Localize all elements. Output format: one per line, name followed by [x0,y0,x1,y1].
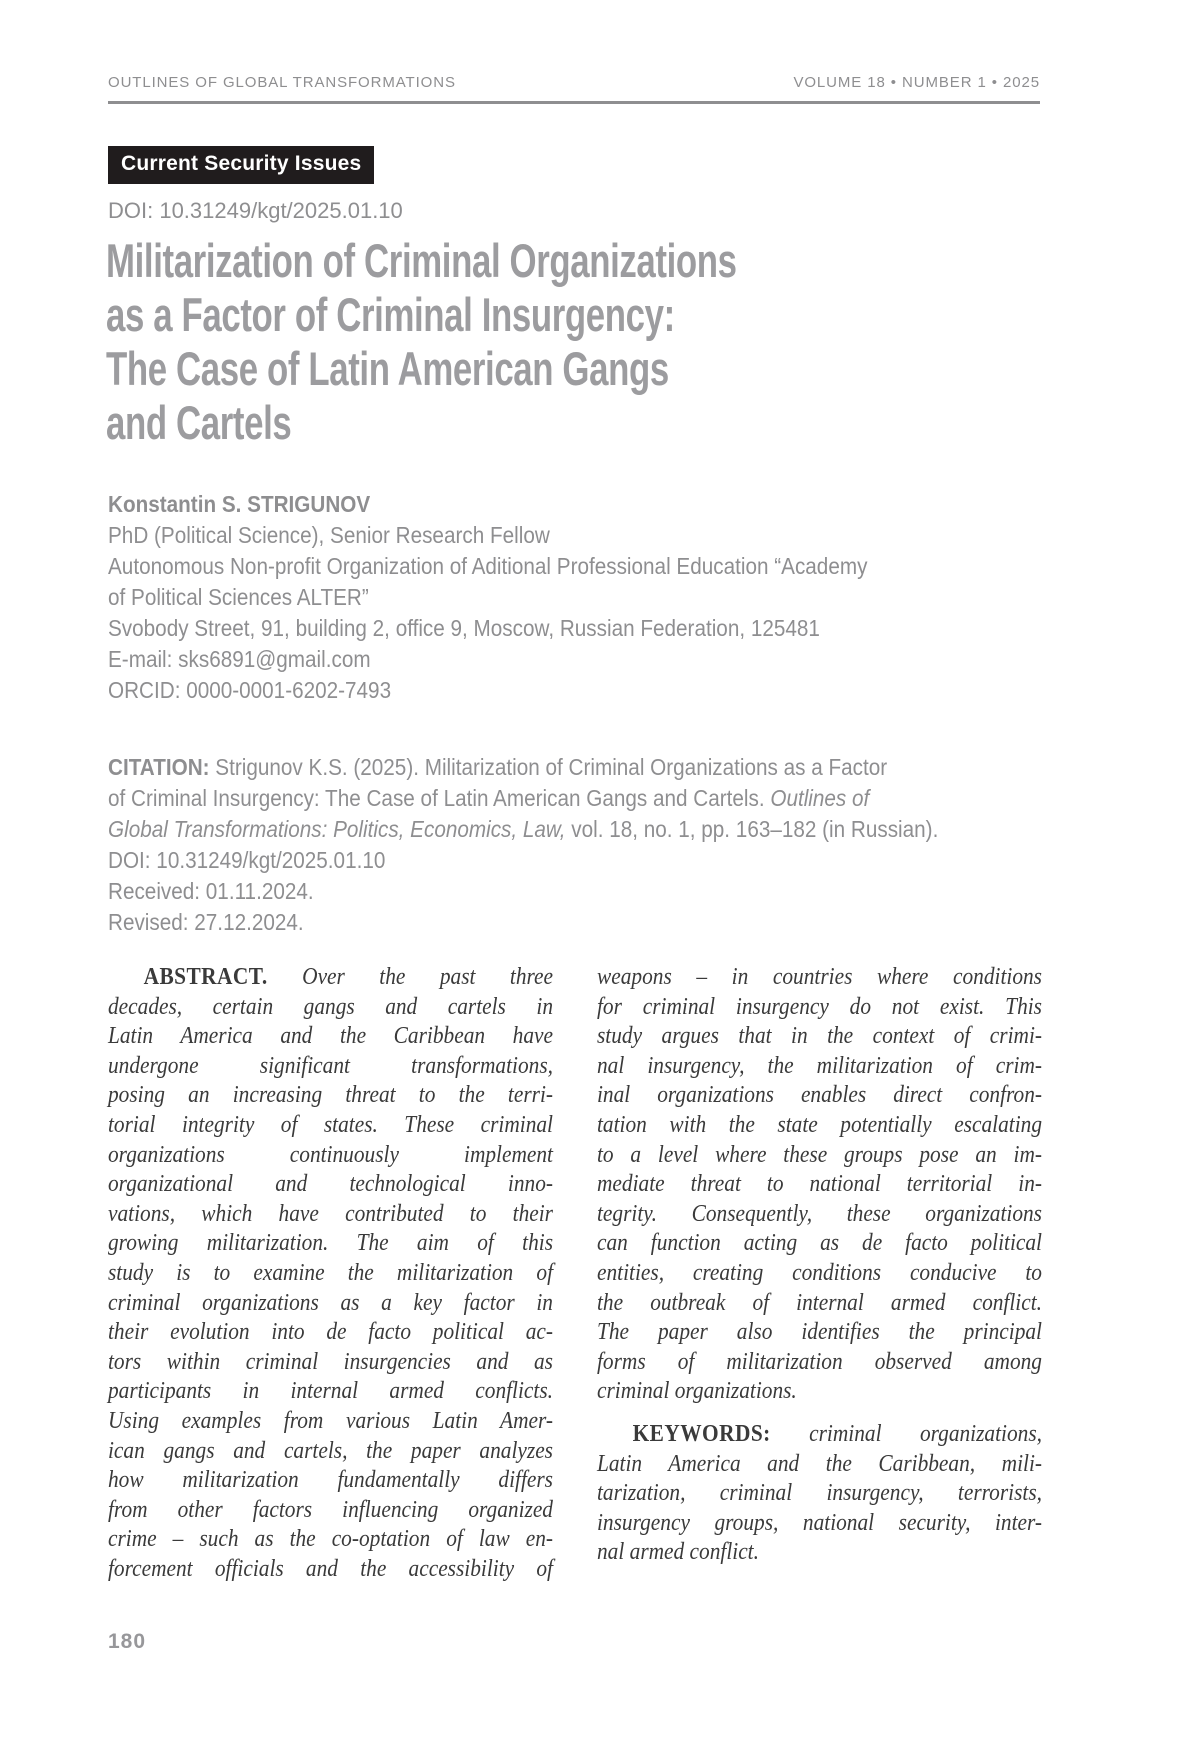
text-line [108,675,1040,706]
header-volume-info: VOLUME 18 • NUMBER 1 • 2025 [793,74,1040,91]
text-segment: ABSTRACT. [143,964,268,990]
text-line [108,783,1040,814]
text-segment: inal organizations enables direct confron- [597,1082,1042,1109]
text-segment: Latin America and the Caribbean, mili- [597,1450,1042,1477]
text-line [597,1289,1042,1319]
text-segment: criminal organizations. [597,1378,797,1405]
text-line [108,1407,553,1437]
text-segment: nal armed conflict. [597,1539,759,1566]
text-segment: mediate threat to national territorial in- [597,1171,1042,1198]
text-segment: tarization, criminal insurgency, terrorists, [597,1480,1042,1507]
text-segment: ORCID: 0000-0001-6202-7493 [108,677,392,703]
text-segment: criminal organizations, [770,1420,1042,1447]
text-line [108,1555,553,1585]
text-line [108,520,1040,551]
text-segment: as a Factor of Criminal Insurgency: [106,288,675,341]
text-segment: Latin America and the Caribbean have [108,1023,553,1050]
text-segment: Over the past three [267,964,553,990]
text-segment: Revised: 27.12.2024. [108,909,304,935]
text-segment: Outlines of [770,785,870,811]
section-badge: Current Security Issues [108,146,374,184]
text-line [108,1170,553,1200]
text-segment: how militarization fundamentally differs [108,1467,553,1494]
text-line [597,1479,1042,1509]
text-line [597,993,1042,1023]
text-segment: study argues that in the context of crimi- [597,1023,1042,1050]
text-line [108,1496,553,1526]
text-segment: Global Transformations: Politics, Economics, Law, [108,816,566,842]
text-segment: tors within criminal insurgencies and as [108,1348,553,1375]
text-segment: undergone significant transformations, [108,1052,553,1079]
text-line [108,907,1040,938]
text-line [108,1525,553,1555]
text-line [108,1466,553,1496]
text-line [108,752,1040,783]
text-line [597,1420,1042,1450]
text-line [108,1200,553,1230]
text-line [108,489,1040,520]
text-segment: The paper also identifies the principal [597,1319,1042,1346]
text-segment: PhD (Political Science), Senior Research Fellow [108,522,550,548]
page-number: 180 [108,1630,147,1653]
text-segment: study is to examine the militarization of [108,1259,553,1286]
author-block [108,489,1040,706]
abstract-column-right [597,963,1042,1568]
text-segment: weapons – in countries where conditions [597,964,1042,990]
text-segment: vol. 18, no. 1, pp. 163–182 (in Russian). [565,816,939,842]
text-segment: Autonomous Non-profit Organization of Aditional Professional Education “Academy [108,553,868,579]
text-segment: Strigunov K.S. (2025). Militarization of Criminal Organizations as a Factor [209,754,888,780]
text-segment: entities, creating conditions conducive to [597,1259,1042,1286]
text-segment: tegrity. Consequently, these organizations [597,1200,1042,1227]
citation-block [108,752,1040,938]
text-line [108,1111,553,1141]
text-segment: ican gangs and cartels, the paper analyzes [108,1437,553,1464]
text-segment: E-mail: sks6891@gmail.com [108,646,371,672]
text-line [106,288,737,342]
text-line [108,613,1040,644]
doi-text: DOI: 10.31249/kgt/2025.01.10 [108,198,403,223]
text-line [108,1318,553,1348]
text-segment: DOI: 10.31249/kgt/2025.01.10 [108,847,386,873]
text-segment: tation with the state potentially escalating [597,1111,1042,1138]
text-segment: criminal organizations as a key factor in [108,1289,553,1316]
text-line [597,1538,1042,1568]
text-line [106,342,737,396]
text-segment: can function acting as de facto political [597,1230,1042,1257]
text-segment: The Case of Latin American Gangs [106,342,669,395]
text-segment: CITATION: [108,754,210,780]
text-segment: from other factors influencing organized [108,1496,553,1523]
text-line [108,1259,553,1289]
abstract-column-left [108,963,553,1584]
text-segment: forms of militarization observed among [597,1348,1042,1375]
text-line [108,993,553,1023]
text-line [597,1022,1042,1052]
text-line [597,1259,1042,1289]
text-line [597,1111,1042,1141]
text-line [108,845,1040,876]
text-segment: the outbreak of internal armed conflict. [597,1289,1042,1316]
text-line [597,1081,1042,1111]
text-segment: to a level where these groups pose an im- [597,1141,1042,1168]
text-line [108,582,1040,613]
text-line [597,1377,1042,1407]
text-segment: Received: 01.11.2024. [108,878,314,904]
text-line [108,1377,553,1407]
text-line [108,644,1040,675]
page-header [108,74,1040,91]
text-line [597,1141,1042,1171]
text-segment: Using examples from various Latin Amer- [108,1407,553,1434]
text-segment: growing militarization. The aim of this [108,1230,553,1257]
text-line [597,963,1042,993]
text-segment: for criminal insurgency do not exist. This [597,993,1042,1020]
text-line [108,1081,553,1111]
text-line [597,1348,1042,1378]
header-divider [108,101,1040,104]
text-line [106,396,737,450]
text-segment: of Political Sciences ALTER” [108,584,369,610]
article-title [106,234,737,450]
text-line [108,1022,553,1052]
text-segment: forcement officials and the accessibility of [108,1555,553,1582]
text-segment: nal insurgency, the militarization of crim- [597,1052,1042,1079]
text-line [108,814,1040,845]
text-segment: crime – such as the co-optation of law en- [108,1526,553,1553]
text-segment: KEYWORDS: [632,1420,771,1447]
text-segment: insurgency groups, national security, inter- [597,1509,1042,1536]
text-line [108,1229,553,1259]
text-segment: decades, certain gangs and cartels in [108,993,553,1020]
text-segment: participants in internal armed conflicts. [108,1378,553,1405]
text-segment: of Criminal Insurgency: The Case of Latin American Gangs and Cartels. [108,785,771,811]
text-line [108,1052,553,1082]
text-segment: posing an increasing threat to the terri- [108,1082,553,1109]
text-line [597,1200,1042,1230]
text-line [597,1229,1042,1259]
text-line [106,234,737,288]
text-segment: Militarization of Criminal Organizations [106,234,737,287]
text-line [597,1318,1042,1348]
text-line [108,1348,553,1378]
text-line [597,1052,1042,1082]
text-line [108,1289,553,1319]
text-segment: organizational and technological inno- [108,1171,553,1198]
text-segment: organizations continuously implement [108,1141,553,1168]
text-segment: Svobody Street, 91, building 2, office 9, Moscow, Russian Federation, 125481 [108,615,820,641]
text-line [597,1509,1042,1539]
text-segment: vations, which have contributed to their [108,1200,553,1227]
text-line [108,1141,553,1171]
text-segment: torial integrity of states. These criminal [108,1111,553,1138]
text-line [108,963,553,993]
text-line [597,1450,1042,1480]
text-line [108,876,1040,907]
text-line [597,1407,1042,1420]
header-journal-name: OUTLINES OF GLOBAL TRANSFORMATIONS [108,74,456,91]
text-segment: and Cartels [106,396,292,449]
text-line [108,1437,553,1467]
text-segment: their evolution into de facto political ac- [108,1319,553,1346]
text-segment: Konstantin S. STRIGUNOV [108,491,371,517]
text-line [108,551,1040,582]
text-line [597,1170,1042,1200]
